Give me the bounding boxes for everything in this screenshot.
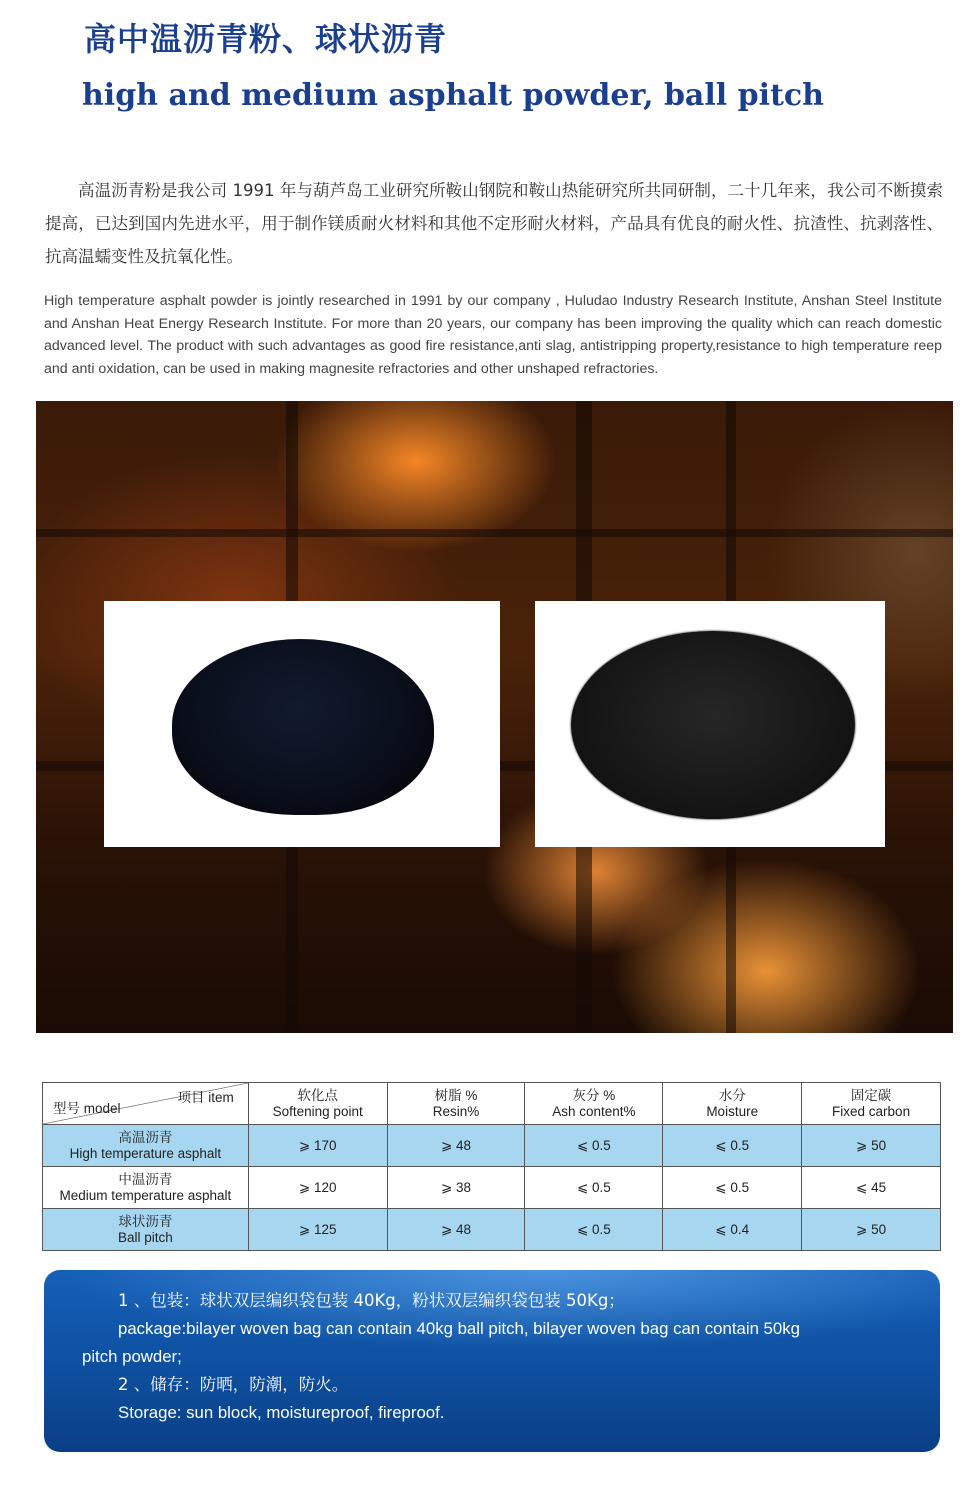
row-label-high-temp: 高温沥青 High temperature asphalt <box>43 1125 249 1167</box>
row-label-ball-pitch: 球状沥青 Ball pitch <box>43 1209 249 1251</box>
ball-pitch-granules-shape <box>571 631 855 819</box>
table-cell: ⩽ 45 <box>802 1167 941 1209</box>
table-cell: ⩽ 0.5 <box>525 1209 663 1251</box>
table-row <box>43 1209 941 1251</box>
table-cell: ⩾ 50 <box>802 1125 941 1167</box>
table-cell: ⩾ 120 <box>248 1167 387 1209</box>
table-cell: ⩽ 0.5 <box>663 1167 802 1209</box>
package-note-en-continued: pitch powder; <box>82 1347 182 1366</box>
table-cell: ⩾ 48 <box>387 1125 525 1167</box>
table-cell: ⩾ 125 <box>248 1209 387 1251</box>
storage-note-en: Storage: sun block, moistureproof, fireproof. <box>118 1403 445 1422</box>
table-cell: ⩽ 0.5 <box>663 1125 802 1167</box>
page-title-en: high and medium asphalt powder, ball pitch <box>82 78 824 113</box>
page-title-cn: 高中温沥青粉、球状沥青 <box>84 20 448 58</box>
column-header-ash: 灰分 % Ash content% <box>525 1083 663 1125</box>
column-header-moisture: 水分 Moisture <box>663 1083 802 1125</box>
powder-pile-shape <box>172 639 434 815</box>
table-row <box>43 1167 941 1209</box>
table-cell: ⩾ 50 <box>802 1209 941 1251</box>
table-cell: ⩽ 0.4 <box>663 1209 802 1251</box>
table-cell: ⩽ 0.5 <box>525 1167 663 1209</box>
column-header-resin: 树脂 % Resin% <box>387 1083 525 1125</box>
row-label-medium-temp: 中温沥青 Medium temperature asphalt <box>43 1167 249 1209</box>
intro-paragraph-cn: 高温沥青粉是我公司 1991 年与葫芦岛工业研究所鞍山钢院和鞍山热能研究所共同研制，二十几年来，我公司不断摸索提高，已达到国内先进水平，用于制作镁质耐火材料和其他不定形耐火材料，产品具有优良的耐火性、抗渣性、抗剥落性、抗高温蠕变性及抗氧化性。 <box>45 181 943 266</box>
package-note-en: package:bilayer woven bag can contain 40kg ball pitch, bilayer woven bag can contain 50kg <box>118 1319 800 1338</box>
corner-item-label: 项目 item <box>177 1090 234 1105</box>
specification-table <box>42 1082 941 1251</box>
table-header-row <box>43 1083 941 1125</box>
corner-model-label: 型号 model <box>53 1101 121 1116</box>
ball-pitch-photo <box>535 601 885 847</box>
package-storage-notes-panel <box>44 1270 940 1452</box>
package-note-cn: 1 、包装：球状双层编织袋包装 40Kg，粉状双层编织袋包装 50Kg； <box>118 1291 625 1310</box>
table-cell: ⩾ 48 <box>387 1209 525 1251</box>
storage-note-cn: 2 、储存：防晒，防潮，防火。 <box>118 1375 349 1394</box>
column-header-softening: 软化点 Softening point <box>248 1083 387 1125</box>
column-header-fixed-carbon: 固定碳 Fixed carbon <box>802 1083 941 1125</box>
intro-paragraph-en: High temperature asphalt powder is jointly researched in 1991 by our company , Huludao Industry Research Institute, Anshan Steel Institute and Anshan Heat Energy Research Institute. For more than 20 years, our company has been improving the quality which can reach domestic advanced level. The product with such advantages as good fire resistance,anti slag, antistripping property,resistance to high temperature reep and anti oxidation, can be used in making magnesite refractories and other unshaped refractories. <box>44 293 942 377</box>
table-row <box>43 1125 941 1167</box>
table-cell: ⩽ 0.5 <box>525 1125 663 1167</box>
table-corner-cell <box>43 1083 249 1125</box>
table-cell: ⩾ 170 <box>248 1125 387 1167</box>
table-cell: ⩾ 38 <box>387 1167 525 1209</box>
asphalt-powder-photo <box>104 601 500 847</box>
